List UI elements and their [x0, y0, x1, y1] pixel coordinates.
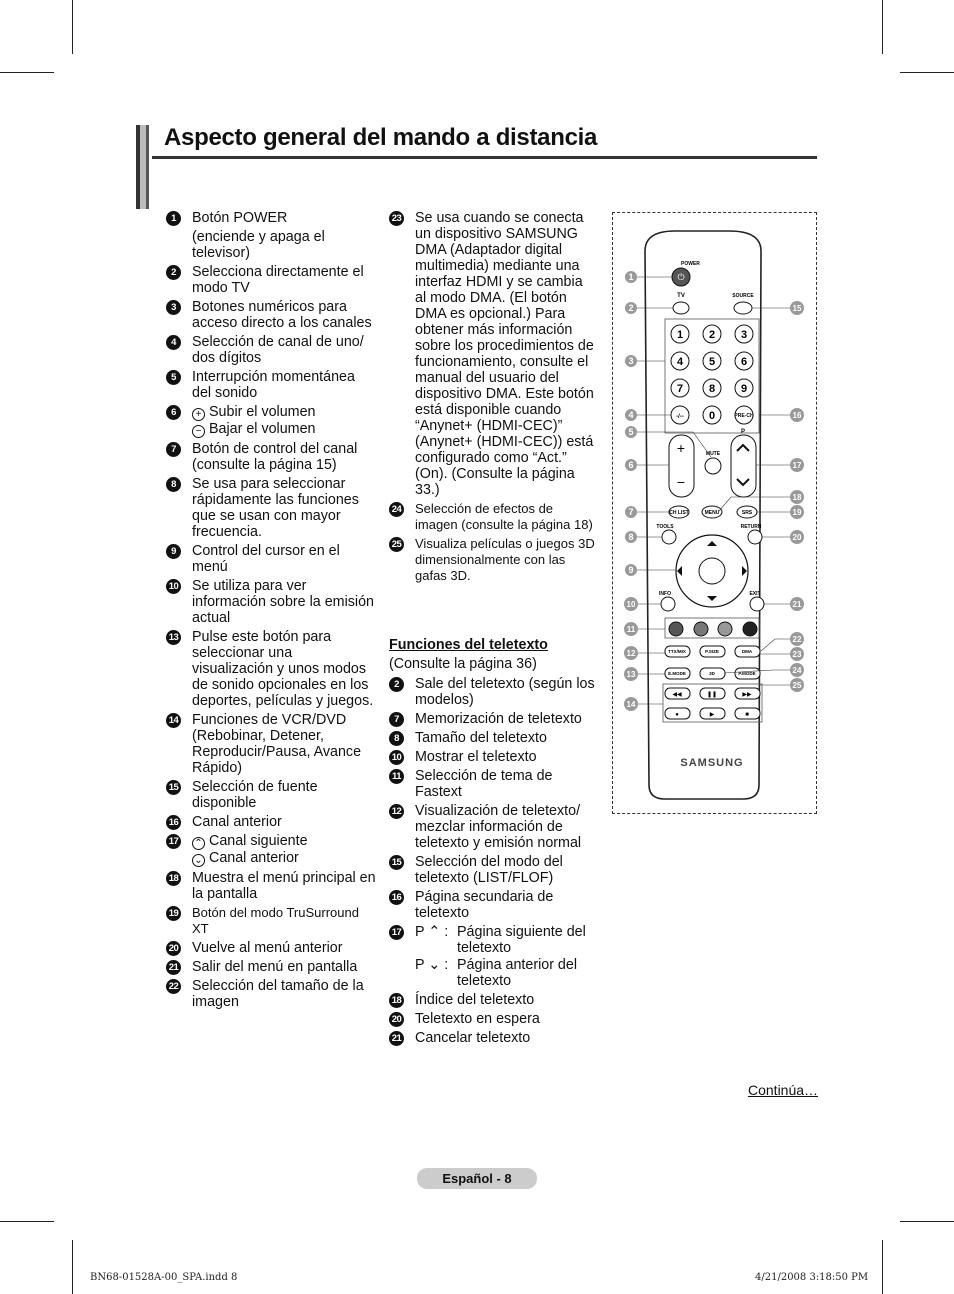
item-text: Memorización de teletexto: [415, 711, 582, 727]
svg-text:10: 10: [626, 600, 636, 609]
digit-2: 2: [708, 329, 716, 341]
item-number: 20: [389, 1012, 404, 1027]
item-number: 11: [389, 769, 404, 784]
list-item: [166, 940, 376, 956]
item-text: Se usa para seleccionar rápidamente las funciones que se usan con mayor frecuencia.: [192, 476, 359, 540]
title-decoration: [136, 125, 149, 209]
info-button: [661, 597, 675, 611]
list-item: [389, 676, 595, 708]
prech-label: PRE-CH: [734, 413, 754, 419]
list-item: [389, 730, 595, 746]
item-number: 6: [166, 405, 181, 420]
list-item: [389, 711, 595, 727]
item-text: Botón del modo TruSurround XT: [192, 905, 359, 936]
callout-2: [625, 302, 637, 314]
list-item: [389, 768, 595, 800]
item-text: Funciones de VCR/DVD (Rebobinar, Detener, Reproducir/Pausa, Avance Rápido): [192, 712, 362, 776]
tools-button: [662, 530, 676, 544]
item-number: 5: [166, 370, 181, 385]
svg-text:3: 3: [628, 356, 634, 366]
list-item: [166, 264, 376, 296]
item-text: (enciende y apaga el televisor): [192, 229, 325, 261]
list-item: [166, 299, 376, 331]
item-number: 7: [389, 712, 404, 727]
item-text: Cancelar teletexto: [415, 1030, 531, 1046]
callout-12: [624, 646, 638, 660]
item-text: Selección de tema de Fastext: [415, 768, 553, 800]
svg-text:22: 22: [792, 635, 802, 644]
item-text: Muestra el menú principal en la pantalla: [192, 870, 376, 902]
item-text: Sale del teletexto (según los modelos): [415, 676, 595, 708]
item-number: 16: [389, 890, 404, 905]
item-text: Página siguiente del teletexto: [457, 924, 586, 956]
item-number: 3: [166, 300, 181, 315]
color-button-yellow: [718, 622, 732, 636]
chevron-down-icon: ⌄: [192, 854, 205, 867]
item-number: 15: [166, 780, 181, 795]
remote-illustration-frame: [612, 212, 817, 814]
item-number: 8: [389, 731, 404, 746]
list-item: [389, 210, 595, 498]
callout-25: [790, 678, 804, 692]
list-item: [389, 1030, 595, 1046]
svg-text:6: 6: [628, 460, 634, 470]
left-column: [166, 210, 376, 1013]
callout-17: [790, 458, 804, 472]
list-item: [166, 210, 376, 261]
item-number: 25: [389, 537, 404, 552]
callout-20: [790, 530, 804, 544]
minus-icon: −: [192, 425, 205, 438]
return-label: RETURN: [740, 524, 762, 530]
item-number: 21: [166, 960, 181, 975]
callout-21: [790, 597, 804, 611]
list-item: [166, 629, 376, 709]
list-item: [389, 749, 595, 765]
item-number: 7: [166, 442, 181, 457]
crop-mark: [72, 0, 73, 54]
list-item: [166, 578, 376, 626]
item-number: 18: [389, 993, 404, 1008]
svg-text:2: 2: [628, 303, 634, 313]
record-icon: ●: [675, 712, 679, 718]
crop-mark: [882, 0, 883, 54]
callout-19: [790, 505, 804, 519]
dash-button-label: -/--: [676, 414, 684, 420]
svg-text:25: 25: [792, 681, 802, 690]
list-item: [389, 924, 595, 989]
fast-forward-icon: ▶▶: [742, 692, 752, 698]
continue-link: Continúa…: [748, 1082, 819, 1098]
power-icon: ⏻: [677, 272, 685, 282]
callout-13: [624, 667, 638, 681]
item-text: Selección del tamaño de la imagen: [192, 978, 364, 1010]
list-item: [166, 543, 376, 575]
page-number-badge: Español - 8: [417, 1168, 537, 1189]
digit-5: 5: [708, 356, 716, 368]
list-item: [166, 870, 376, 902]
item-number: 17: [389, 925, 404, 940]
footer-file: BN68-01528A-00_SPA.indd 8: [90, 1272, 238, 1283]
item-number: 10: [389, 750, 404, 765]
channel-label: P: [740, 429, 746, 435]
item-text: Se utiliza para ver información sobre la emisión actual: [192, 578, 374, 626]
svg-text:12: 12: [626, 649, 636, 658]
item-number: 24: [389, 502, 404, 517]
item-text: Selección del modo del teletexto (LIST/FLOF): [415, 854, 563, 886]
item-prefix: P ⌄ :: [415, 957, 449, 973]
callout-5: [625, 426, 637, 438]
item-number: 18: [166, 871, 181, 886]
callout-18: [790, 490, 804, 504]
color-button-red: [669, 622, 683, 636]
list-item: [389, 803, 595, 851]
3d-label: 3D: [709, 671, 715, 676]
item-number: 4: [166, 335, 181, 350]
footer-timestamp: 4/21/2008 3:18:50 PM: [755, 1272, 869, 1283]
item-text: Pulse este botón para seleccionar una visualización y unos modos de sonido opcionales en los deportes, películas y juegos.: [192, 629, 374, 709]
crop-mark: [0, 1221, 54, 1222]
callout-16: [790, 408, 804, 422]
item-text: Mostrar el teletexto: [415, 749, 537, 765]
list-item: [166, 978, 376, 1010]
exit-button: [750, 597, 764, 611]
item-number: 15: [389, 855, 404, 870]
svg-text:18: 18: [792, 493, 802, 502]
srs-label: SRS: [741, 510, 753, 516]
list-item: [389, 536, 595, 584]
return-button: [748, 530, 762, 544]
svg-text:21: 21: [792, 600, 802, 609]
svg-text:4: 4: [628, 410, 634, 420]
svg-text:20: 20: [792, 533, 802, 542]
item-text: Visualización de teletexto/ mezclar información de teletexto y emisión normal: [415, 803, 582, 851]
item-text: Índice del teletexto: [415, 992, 535, 1008]
item-text: Canal siguiente: [209, 833, 308, 849]
item-text: Vuelve al menú anterior: [192, 940, 343, 956]
power-label: POWER: [681, 261, 700, 267]
list-item: [389, 501, 595, 533]
pause-icon: ❚❚: [706, 692, 718, 698]
svg-text:14: 14: [626, 700, 636, 709]
digit-1: 1: [676, 329, 684, 341]
page-title: Aspecto general del mando a distancia: [164, 124, 598, 151]
menu-label: MENU: [704, 510, 720, 516]
item-number: 10: [166, 579, 181, 594]
dma-label: DMA: [741, 649, 753, 654]
list-item: [166, 441, 376, 473]
item-text: Botón POWER: [192, 210, 288, 226]
callout-4: [625, 409, 637, 421]
remote-control-illustration: [613, 213, 816, 813]
digit-6: 6: [740, 356, 748, 368]
chlist-label: CH LIST: [669, 510, 689, 516]
item-text: Bajar el volumen: [209, 421, 316, 437]
svg-text:24: 24: [792, 666, 802, 675]
item-text: Selección de efectos de imagen (consulte la página 18): [415, 501, 593, 532]
item-number: 12: [389, 804, 404, 819]
crop-mark: [72, 1240, 73, 1294]
item-number: 22: [166, 979, 181, 994]
list-item: [166, 404, 376, 438]
item-number: 19: [166, 906, 181, 921]
digit-0: 0: [708, 410, 716, 422]
item-number: 14: [166, 713, 181, 728]
item-number: 2: [166, 265, 181, 280]
emode-label: E.MODE: [668, 671, 686, 676]
item-text: Botones numéricos para acceso directo a los canales: [192, 299, 372, 331]
teletext-heading: Funciones del teletexto: [389, 637, 548, 653]
svg-text:15: 15: [792, 304, 802, 313]
digit-3: 3: [740, 329, 748, 341]
pmode-label: P.MODE: [738, 671, 756, 676]
item-text: Se usa cuando se conecta un dispositivo SAMSUNG DMA (Adaptador digital multimedia) mediante una interfaz HDMI y se cambia al modo DMA. (El botón DMA es opcional.) Para obtener más información sobre los procedimientos de funcionamiento, consulte el manual del usuario del dispositivo DMA. Este botón está disponible cuando “Anynet+ (HDMI-CEC)” (Anynet+ (HDMI-CEC)) está configurado como “Act.” (On). (Consulte la página 33.): [415, 210, 594, 498]
list-item: [166, 959, 376, 975]
item-text: Visualiza películas o juegos 3D dimensionalmente con las gafas 3D.: [415, 536, 595, 583]
tools-label: TOOLS: [656, 524, 674, 530]
item-text: Canal anterior: [209, 850, 299, 866]
svg-text:11: 11: [626, 625, 636, 634]
callout-14: [624, 697, 638, 711]
list-item: [166, 334, 376, 366]
callout-10: [624, 597, 638, 611]
callout-24: [790, 663, 804, 677]
callout-7: [625, 506, 637, 518]
item-number: 21: [389, 1031, 404, 1046]
callout-23: [790, 647, 804, 661]
item-number: 17: [166, 834, 181, 849]
middle-column: [389, 210, 595, 1049]
item-number: 13: [166, 630, 181, 645]
item-prefix: P ⌃ :: [415, 924, 449, 940]
list-item: [389, 992, 595, 1008]
source-button: [734, 302, 752, 314]
exit-label: EXIT: [749, 591, 761, 597]
item-text: Canal anterior: [192, 814, 282, 830]
mute-label: MUTE: [705, 451, 721, 457]
list-item: [389, 1011, 595, 1027]
callout-11: [624, 622, 638, 636]
item-number: 2: [389, 677, 404, 692]
item-text: Botón de control del canal (consulte la página 15): [192, 441, 358, 473]
callout-3: [625, 355, 637, 367]
crop-mark: [900, 72, 954, 73]
item-number: 8: [166, 477, 181, 492]
svg-text:5: 5: [628, 427, 634, 437]
item-text: Selecciona directamente el modo TV: [192, 264, 364, 296]
item-number: 16: [166, 815, 181, 830]
list-item: [166, 476, 376, 540]
item-number: 1: [166, 211, 181, 226]
callout-22: [790, 632, 804, 646]
callout-1: [625, 271, 637, 283]
mute-button: [705, 458, 721, 474]
crop-mark: [882, 1240, 883, 1294]
source-label: SOURCE: [732, 293, 754, 299]
list-item: [166, 779, 376, 811]
item-number: 23: [389, 211, 404, 226]
svg-text:13: 13: [626, 670, 636, 679]
svg-text:23: 23: [792, 650, 802, 659]
crop-mark: [0, 72, 54, 73]
item-text: Salir del menú en pantalla: [192, 959, 358, 975]
svg-text:9: 9: [628, 565, 634, 575]
brand-logo: SAMSUNG: [680, 757, 744, 769]
list-item: [166, 833, 376, 867]
callout-15: [790, 301, 804, 315]
list-item: [166, 712, 376, 776]
svg-text:7: 7: [628, 507, 634, 517]
item-text: Selección de canal de uno/ dos dígitos: [192, 334, 364, 366]
item-text: Página secundaria de teletexto: [415, 889, 554, 921]
info-label: INFO: [659, 591, 671, 597]
enter-button: [699, 558, 725, 584]
rewind-icon: ◀◀: [672, 692, 682, 698]
tv-label: TV: [677, 293, 685, 299]
digit-4: 4: [676, 356, 684, 368]
play-icon: ▶: [709, 712, 715, 718]
list-item: [389, 854, 595, 886]
list-item: [389, 889, 595, 921]
item-text: Subir el volumen: [209, 404, 316, 420]
plus-icon: +: [192, 408, 205, 421]
color-button-green: [694, 622, 708, 636]
svg-text:16: 16: [792, 411, 802, 420]
list-item: [166, 905, 376, 937]
svg-text:1: 1: [628, 272, 634, 282]
teletext-ref: (Consulte la página 36): [389, 656, 537, 672]
digit-7: 7: [676, 383, 684, 395]
item-text: Control del cursor en el menú: [192, 543, 340, 575]
callout-8: [625, 531, 637, 543]
callout-6: [625, 459, 637, 471]
svg-text:8: 8: [628, 532, 634, 542]
ttxmix-label: TTX/MIX: [668, 649, 686, 654]
crop-mark: [900, 1221, 954, 1222]
list-item: [166, 369, 376, 401]
callout-9: [625, 564, 637, 576]
title-rule: [152, 156, 817, 159]
stop-icon: ■: [745, 712, 749, 718]
item-text: Selección de fuente disponible: [192, 779, 318, 811]
svg-text:17: 17: [792, 461, 802, 470]
digit-8: 8: [708, 383, 716, 395]
volume-down-icon: −: [676, 474, 686, 490]
tv-button: [673, 302, 689, 314]
item-number: 9: [166, 544, 181, 559]
item-text: Página anterior del teletexto: [457, 957, 578, 989]
item-number: 20: [166, 941, 181, 956]
color-button-blue: [743, 622, 757, 636]
volume-up-icon: +: [676, 440, 686, 456]
svg-text:19: 19: [792, 508, 802, 517]
list-item: [166, 814, 376, 830]
chevron-up-icon: ⌃: [192, 837, 205, 850]
item-text: Interrupción momentánea del sonido: [192, 369, 355, 401]
psize-label: P.SIZE: [705, 649, 719, 654]
digit-9: 9: [740, 383, 748, 395]
item-text: Teletexto en espera: [415, 1011, 540, 1027]
item-text: Tamaño del teletexto: [415, 730, 547, 746]
